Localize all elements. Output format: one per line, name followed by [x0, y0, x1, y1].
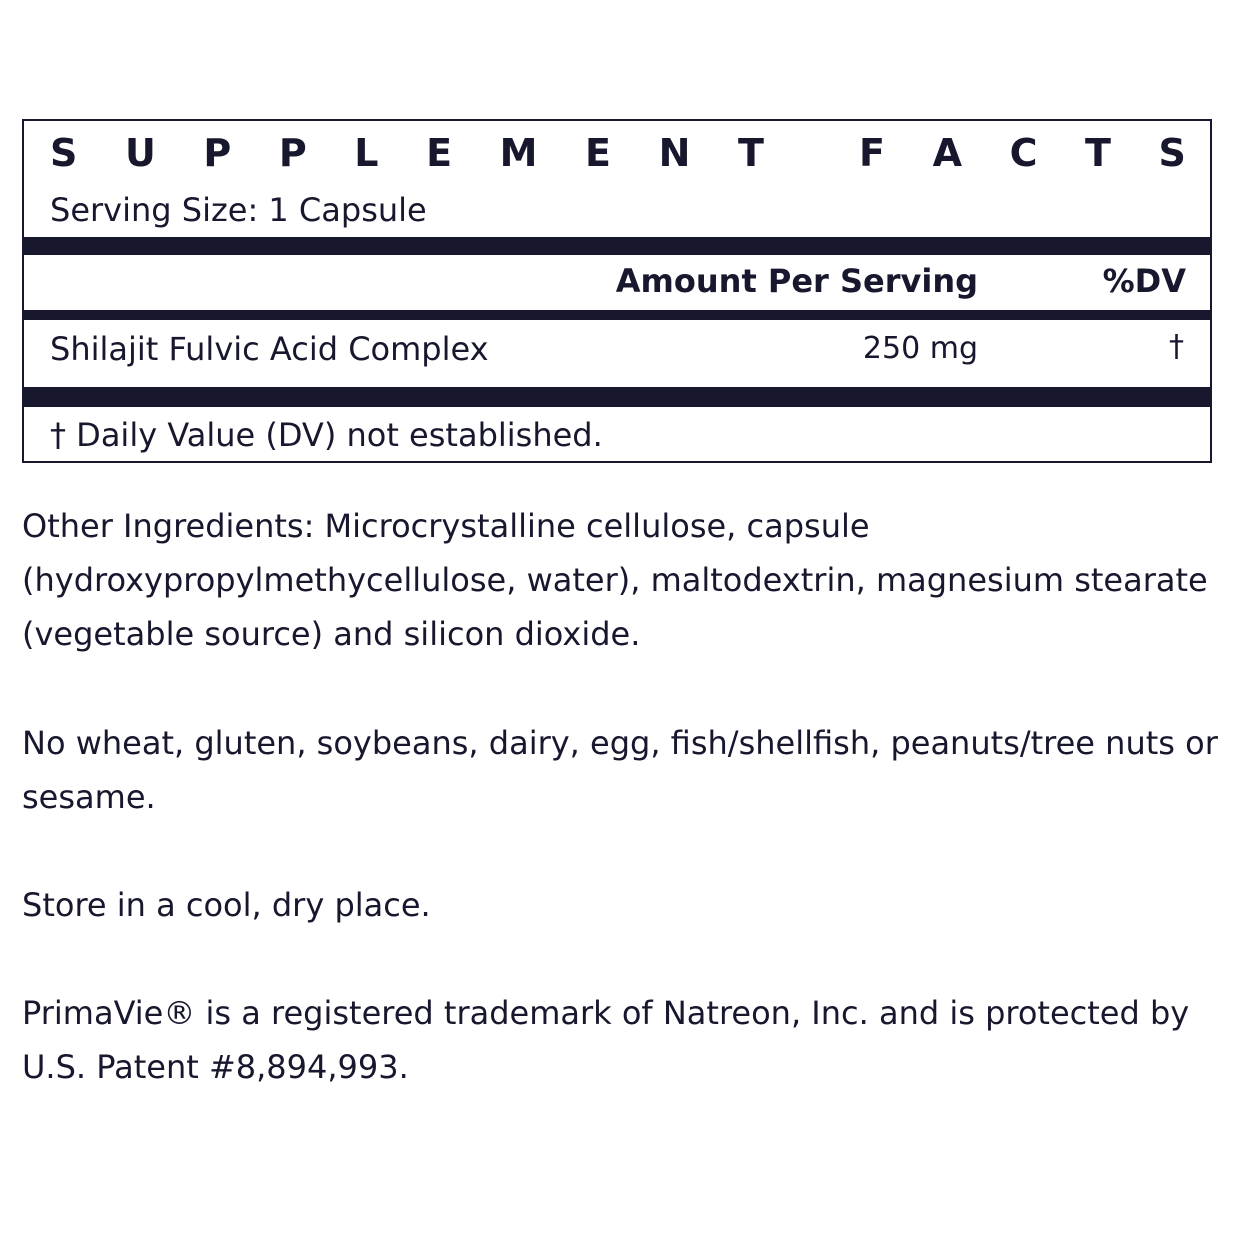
- title-letter: E: [585, 131, 611, 175]
- title-letter: S: [50, 131, 78, 175]
- trademark-notice: PrimaVie® is a registered trademark of Natreon, Inc. and is protected by U.S. Patent #8,894,993.: [22, 994, 1190, 1086]
- daily-value-header: %DV: [1102, 262, 1186, 300]
- title-letter: M: [499, 131, 538, 175]
- allergen-statement: No wheat, gluten, soybeans, dairy, egg, fish/shellfish, peanuts/tree nuts or sesame.: [22, 724, 1218, 816]
- title-letter: C: [1009, 131, 1038, 175]
- title-letter: N: [658, 131, 691, 175]
- supplement-facts-panel: [22, 119, 1212, 463]
- title-letter: T: [737, 131, 764, 175]
- serving-size: Serving Size: 1 Capsule: [50, 191, 427, 229]
- ingredient-name: Shilajit Fulvic Acid Complex: [50, 330, 489, 368]
- divider-thick: [24, 237, 1210, 255]
- title-letter: F: [859, 131, 885, 175]
- divider-medium: [24, 310, 1210, 320]
- other-ingredients-text: Other Ingredients: Microcrystalline cellulose, capsule (hydroxypropylmethycellulose, water), maltodextrin, magnesium stearate (vegetable source) and silicon dioxide.: [22, 507, 1208, 653]
- title-letter: A: [932, 131, 962, 175]
- title-letter: T: [1085, 131, 1111, 175]
- title-letter: E: [426, 131, 453, 175]
- ingredient-amount: 250 mg: [862, 331, 978, 366]
- amount-per-serving-header: Amount Per Serving: [615, 262, 978, 300]
- title-letter: P: [203, 131, 232, 175]
- dv-footnote: † Daily Value (DV) not established.: [50, 416, 603, 454]
- divider-thick-bottom: [24, 387, 1210, 407]
- ingredient-dv-marker: †: [1169, 329, 1184, 364]
- title-letter: P: [278, 131, 307, 175]
- title-letter: S: [1158, 131, 1186, 175]
- title-letter: L: [354, 131, 379, 175]
- storage-instructions: Store in a cool, dry place.: [22, 886, 431, 924]
- supplement-facts-title: [50, 133, 1186, 173]
- title-letter: U: [124, 131, 156, 175]
